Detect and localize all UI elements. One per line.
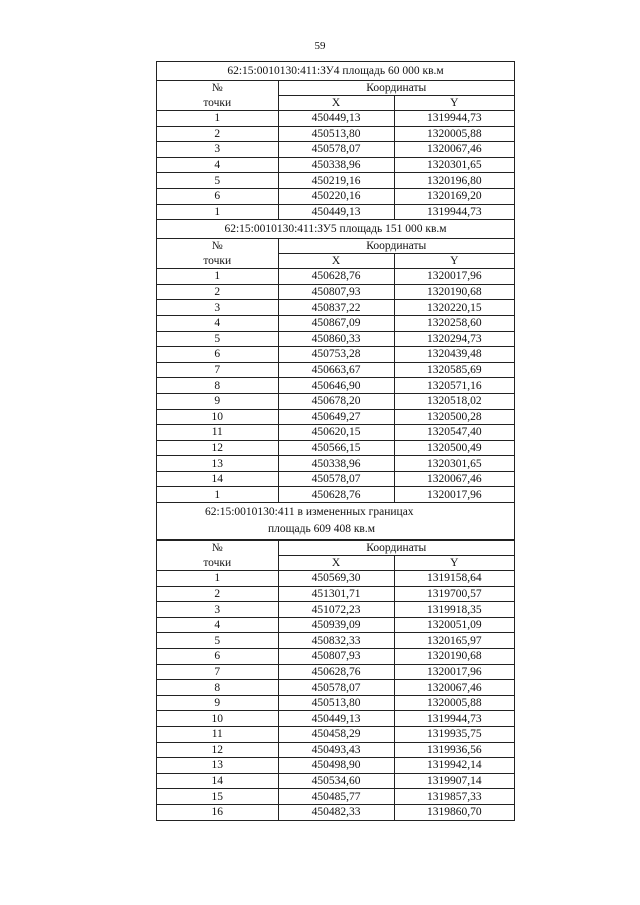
- point-number-cell: 3: [157, 602, 278, 618]
- x-coordinate-cell: 450807,93: [278, 649, 394, 665]
- y-coordinate-cell: 1320439,48: [394, 347, 514, 363]
- x-coordinate-cell: 450860,33: [278, 331, 394, 347]
- table-row: [157, 409, 514, 425]
- point-number-cell: 16: [157, 804, 278, 819]
- x-coordinate-cell: 450578,07: [278, 471, 394, 487]
- y-coordinate-cell: 1320190,68: [394, 284, 514, 300]
- coordinates-document: [156, 61, 515, 821]
- x-coordinate-cell: 450628,76: [278, 664, 394, 680]
- point-number-cell: 1: [157, 111, 278, 127]
- point-number-cell: 4: [157, 157, 278, 173]
- point-number-cell: 3: [157, 142, 278, 158]
- table-row: [157, 789, 514, 805]
- table-row: [157, 617, 514, 633]
- point-number-cell: 5: [157, 173, 278, 189]
- x-coordinate-cell: 450867,09: [278, 315, 394, 331]
- table-row: [157, 773, 514, 789]
- y-coordinate-cell: 1320017,96: [394, 269, 514, 285]
- y-coordinate-cell: 1320571,16: [394, 378, 514, 394]
- y-coordinate-cell: 1320190,68: [394, 649, 514, 665]
- point-number-cell: 6: [157, 188, 278, 204]
- point-number-cell: 11: [157, 425, 278, 441]
- table-row: [157, 126, 514, 142]
- header-x: X: [278, 556, 394, 571]
- x-coordinate-cell: 450628,76: [278, 269, 394, 285]
- coordinates-table: [157, 81, 514, 219]
- table-row: [157, 602, 514, 618]
- y-coordinate-cell: 1320500,49: [394, 440, 514, 456]
- header-number: №: [157, 81, 278, 96]
- x-coordinate-cell: 450493,43: [278, 742, 394, 758]
- table-row: [157, 649, 514, 665]
- y-coordinate-cell: 1319935,75: [394, 727, 514, 743]
- table-row: [157, 742, 514, 758]
- y-coordinate-cell: 1320169,20: [394, 188, 514, 204]
- table-row: [157, 586, 514, 602]
- y-coordinate-cell: 1320196,80: [394, 173, 514, 189]
- x-coordinate-cell: 450646,90: [278, 378, 394, 394]
- y-coordinate-cell: 1320067,46: [394, 680, 514, 696]
- point-number-cell: 6: [157, 649, 278, 665]
- point-number-cell: 11: [157, 727, 278, 743]
- section-title: 62:15:0010130:411:ЗУ4 площадь 60 000 кв.м: [157, 62, 514, 81]
- section-changed-boundaries: [157, 502, 514, 820]
- y-coordinate-cell: 1320518,02: [394, 393, 514, 409]
- point-number-cell: 5: [157, 633, 278, 649]
- y-coordinate-cell: 1320547,40: [394, 425, 514, 441]
- y-coordinate-cell: 1320067,46: [394, 142, 514, 158]
- point-number-cell: 1: [157, 571, 278, 587]
- point-number-cell: 13: [157, 758, 278, 774]
- table-row: [157, 440, 514, 456]
- y-coordinate-cell: 1319857,33: [394, 789, 514, 805]
- point-number-cell: 2: [157, 126, 278, 142]
- x-coordinate-cell: 450939,09: [278, 617, 394, 633]
- x-coordinate-cell: 450449,13: [278, 711, 394, 727]
- y-coordinate-cell: 1320258,60: [394, 315, 514, 331]
- point-number-cell: 14: [157, 471, 278, 487]
- point-number-cell: 7: [157, 664, 278, 680]
- table-row: [157, 680, 514, 696]
- header-point: точки: [157, 96, 278, 111]
- point-number-cell: 14: [157, 773, 278, 789]
- table-row: [157, 269, 514, 285]
- table-row: [157, 378, 514, 394]
- table-row: [157, 347, 514, 363]
- header-coordinates: Координаты: [278, 239, 514, 254]
- y-coordinate-cell: 1319918,35: [394, 602, 514, 618]
- point-number-cell: 4: [157, 315, 278, 331]
- x-coordinate-cell: 450753,28: [278, 347, 394, 363]
- point-number-cell: 10: [157, 409, 278, 425]
- section-title-line1: 62:15:0010130:411 в измененных границах: [205, 506, 414, 519]
- point-number-cell: 6: [157, 347, 278, 363]
- point-number-cell: 13: [157, 456, 278, 472]
- x-coordinate-cell: 450678,20: [278, 393, 394, 409]
- y-coordinate-cell: 1319700,57: [394, 586, 514, 602]
- point-number-cell: 8: [157, 378, 278, 394]
- point-number-cell: 12: [157, 440, 278, 456]
- table-row: [157, 425, 514, 441]
- point-number-cell: 9: [157, 695, 278, 711]
- y-coordinate-cell: 1320165,97: [394, 633, 514, 649]
- point-number-cell: 12: [157, 742, 278, 758]
- header-y: Y: [394, 556, 514, 571]
- table-row: [157, 300, 514, 316]
- x-coordinate-cell: 450578,07: [278, 142, 394, 158]
- section-zu5: [157, 219, 514, 502]
- point-number-cell: 1: [157, 487, 278, 502]
- y-coordinate-cell: 1319944,73: [394, 711, 514, 727]
- x-coordinate-cell: 450807,93: [278, 284, 394, 300]
- y-coordinate-cell: 1320220,15: [394, 300, 514, 316]
- table-row: [157, 471, 514, 487]
- table-row: [157, 173, 514, 189]
- x-coordinate-cell: 450832,33: [278, 633, 394, 649]
- table-row: [157, 633, 514, 649]
- y-coordinate-cell: 1319944,73: [394, 204, 514, 219]
- table-row: [157, 727, 514, 743]
- page-number: 59: [314, 40, 326, 52]
- header-coordinates: Координаты: [278, 541, 514, 556]
- table-row: [157, 331, 514, 347]
- point-number-cell: 5: [157, 331, 278, 347]
- coordinates-table: [157, 540, 514, 820]
- section-title-line2: площадь 609 408 кв.м: [268, 523, 375, 536]
- x-coordinate-cell: 450620,15: [278, 425, 394, 441]
- header-number: №: [157, 239, 278, 254]
- x-coordinate-cell: 450628,76: [278, 487, 394, 502]
- y-coordinate-cell: 1320301,65: [394, 456, 514, 472]
- y-coordinate-cell: 1320005,88: [394, 126, 514, 142]
- x-coordinate-cell: 450837,22: [278, 300, 394, 316]
- table-body: [157, 269, 514, 502]
- y-coordinate-cell: 1320294,73: [394, 331, 514, 347]
- table-body: [157, 111, 514, 220]
- point-number-cell: 8: [157, 680, 278, 696]
- x-coordinate-cell: 450220,16: [278, 188, 394, 204]
- y-coordinate-cell: 1319907,14: [394, 773, 514, 789]
- y-coordinate-cell: 1320017,96: [394, 664, 514, 680]
- table-row: [157, 284, 514, 300]
- y-coordinate-cell: 1320585,69: [394, 362, 514, 378]
- table-row: [157, 204, 514, 219]
- coordinates-table: [157, 239, 514, 502]
- y-coordinate-cell: 1319158,64: [394, 571, 514, 587]
- y-coordinate-cell: 1319942,14: [394, 758, 514, 774]
- x-coordinate-cell: 450458,29: [278, 727, 394, 743]
- section-title: [157, 502, 514, 540]
- point-number-cell: 4: [157, 617, 278, 633]
- table-row: [157, 142, 514, 158]
- point-number-cell: 1: [157, 269, 278, 285]
- header-point: точки: [157, 556, 278, 571]
- point-number-cell: 1: [157, 204, 278, 219]
- table-row: [157, 487, 514, 502]
- point-number-cell: 7: [157, 362, 278, 378]
- y-coordinate-cell: 1320067,46: [394, 471, 514, 487]
- x-coordinate-cell: 450566,15: [278, 440, 394, 456]
- x-coordinate-cell: 450498,90: [278, 758, 394, 774]
- x-coordinate-cell: 450449,13: [278, 111, 394, 127]
- x-coordinate-cell: 450663,67: [278, 362, 394, 378]
- x-coordinate-cell: 450338,96: [278, 157, 394, 173]
- table-row: [157, 695, 514, 711]
- x-coordinate-cell: 450513,80: [278, 695, 394, 711]
- y-coordinate-cell: 1320500,28: [394, 409, 514, 425]
- x-coordinate-cell: 450482,33: [278, 804, 394, 819]
- table-row: [157, 315, 514, 331]
- point-number-cell: 2: [157, 586, 278, 602]
- section-zu4: [157, 62, 514, 219]
- header-y: Y: [394, 96, 514, 111]
- header-coordinates: Координаты: [278, 81, 514, 96]
- section-title: 62:15:0010130:411:ЗУ5 площадь 151 000 кв.м: [157, 219, 514, 239]
- table-row: [157, 456, 514, 472]
- y-coordinate-cell: 1320051,09: [394, 617, 514, 633]
- x-coordinate-cell: 450449,13: [278, 204, 394, 219]
- x-coordinate-cell: 450569,30: [278, 571, 394, 587]
- point-number-cell: 15: [157, 789, 278, 805]
- x-coordinate-cell: 450578,07: [278, 680, 394, 696]
- point-number-cell: 2: [157, 284, 278, 300]
- table-row: [157, 393, 514, 409]
- y-coordinate-cell: 1320301,65: [394, 157, 514, 173]
- table-body: [157, 571, 514, 820]
- x-coordinate-cell: 450649,27: [278, 409, 394, 425]
- x-coordinate-cell: 451301,71: [278, 586, 394, 602]
- x-coordinate-cell: 450485,77: [278, 789, 394, 805]
- point-number-cell: 9: [157, 393, 278, 409]
- header-point: точки: [157, 254, 278, 269]
- header-x: X: [278, 96, 394, 111]
- table-row: [157, 571, 514, 587]
- table-row: [157, 664, 514, 680]
- x-coordinate-cell: 450534,60: [278, 773, 394, 789]
- y-coordinate-cell: 1320017,96: [394, 487, 514, 502]
- table-row: [157, 157, 514, 173]
- y-coordinate-cell: 1320005,88: [394, 695, 514, 711]
- x-coordinate-cell: 450338,96: [278, 456, 394, 472]
- point-number-cell: 10: [157, 711, 278, 727]
- table-row: [157, 758, 514, 774]
- table-row: [157, 711, 514, 727]
- table-row: [157, 111, 514, 127]
- header-y: Y: [394, 254, 514, 269]
- table-row: [157, 804, 514, 819]
- table-row: [157, 362, 514, 378]
- y-coordinate-cell: 1319944,73: [394, 111, 514, 127]
- x-coordinate-cell: 451072,23: [278, 602, 394, 618]
- table-row: [157, 188, 514, 204]
- header-x: X: [278, 254, 394, 269]
- y-coordinate-cell: 1319860,70: [394, 804, 514, 819]
- y-coordinate-cell: 1319936,56: [394, 742, 514, 758]
- header-number: №: [157, 541, 278, 556]
- point-number-cell: 3: [157, 300, 278, 316]
- x-coordinate-cell: 450513,80: [278, 126, 394, 142]
- x-coordinate-cell: 450219,16: [278, 173, 394, 189]
